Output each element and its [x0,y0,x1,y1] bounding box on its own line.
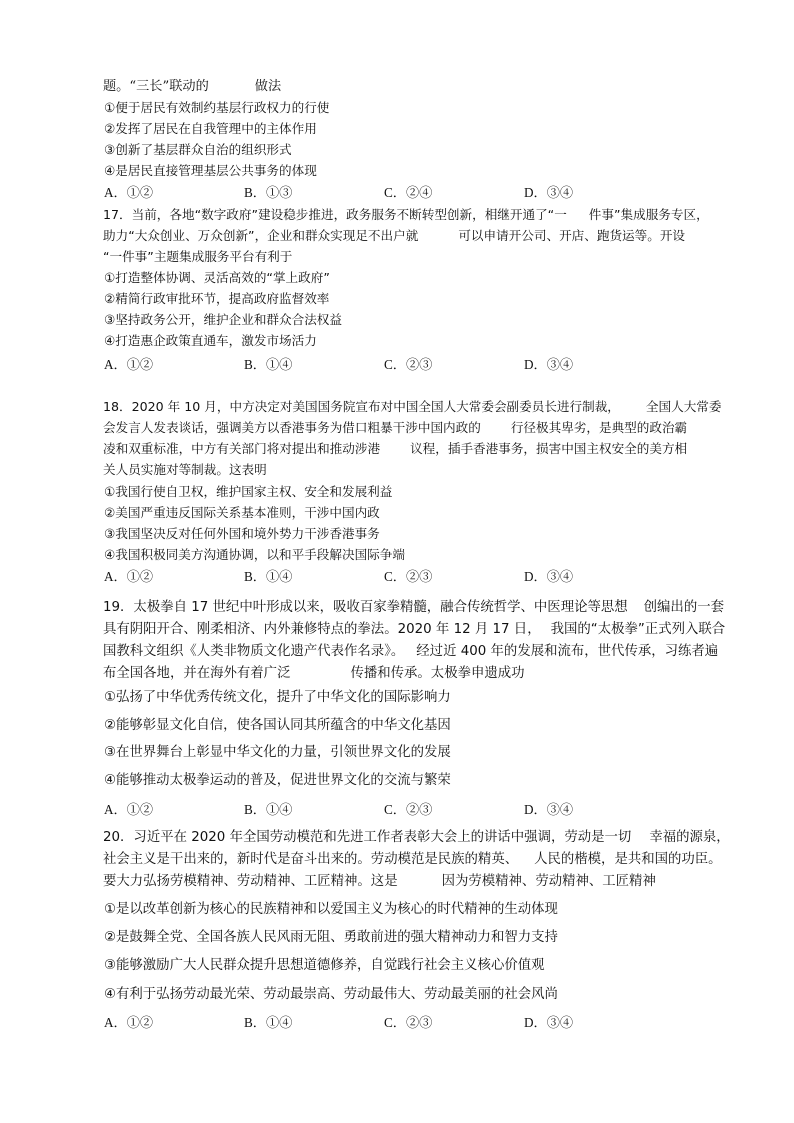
q16-option-2: ②发挥了居民在自我管理中的主体作用 [104,121,317,136]
q19-option-3: ③在世界舞台上彰显中华文化的力量，引领世界文化的发展 [104,745,451,760]
q17-stem-line-1: 17．当前，各地“数字政府”建设稳步推进，政务服务不断转型创新，相继开通了“一 件事”集成服务专区， [103,207,709,222]
q18-stem-line-2: 会发言人发表谈话，强调美方以香港事务为借口粗暴干涉中国内政的 行径极其卑劣，是典型的政治霸 [103,420,688,435]
q20-stem-line-1: 20．习近平在 2020 年全国劳动模范和先进工作者表彰大会上的讲话中强调，劳动是一切 幸福的源泉， [103,830,730,845]
q17-stem-line-3: “一件事”主题集成服务平台有利于 [103,249,293,264]
q18-choice-b: B．①④ [244,569,293,584]
q18-option-4: ④我国积极同美方沟通协调，以和平手段解决国际争端 [104,547,405,562]
q19-option-2: ②能够彰显文化自信，使各国认同其所蕴含的中华文化基因 [104,718,451,733]
q19-choice-c: C．②③ [384,802,433,817]
q20-option-4: ④有利于弘扬劳动最光荣、劳动最崇高、劳动最伟大、劳动最美丽的社会风尚 [104,987,558,1002]
q20-option-3: ③能够激励广大人民群众提升思想道德修养，自觉践行社会主义核心价值观 [104,958,545,973]
q17-option-2: ②精简行政审批环节，提高政府监督效率 [104,291,330,306]
q18-choice-a: A．①② [104,569,154,584]
q19-option-4: ④能够推动太极拳运动的普及，促进世界文化的交流与繁荣 [104,773,451,788]
q17-choice-c: C．②③ [384,357,433,372]
q20-choice-a: A．①② [104,1015,154,1030]
q16-choice-d: D．③④ [524,185,574,200]
q19-stem-line-4: 布全国各地，并在海外有着广泛 传播和传承。太极拳申遗成功 [103,666,525,681]
q18-choice-d: D．③④ [524,569,574,584]
q18-option-3: ③我国坚决反对任何外国和境外势力干涉香港事务 [104,526,380,541]
q20-choice-d: D．③④ [524,1015,574,1030]
q19-choice-d: D．③④ [524,802,574,817]
q16-option-3: ③创新了基层群众自治的组织形式 [104,142,292,157]
q19-choice-a: A．①② [104,802,154,817]
q19-stem-line-3: 国教科文组织《人类非物质文化遗产代表作名录》。 经过近 400 年的发展和流布，世代传承，习练者遍 [103,644,719,659]
q16-option-1: ①便于居民有效制约基层行政权力的行使 [104,100,330,115]
q16-choice-a: A．①② [104,185,154,200]
q16-stem-tail: 题。“三长”联动的 做法 [103,79,282,94]
q17-stem-line-2: 助力“大众创业、万众创新”，企业和群众实现足不出户就 可以申请开公司、开店、跑货运等。开设 [103,228,685,243]
q19-choice-b: B．①④ [244,802,293,817]
q18-stem-line-1: 18．2020 年 10 月，中方决定对美国国务院宣布对中国全国人大常委会副委员长进行制裁， 全国人大常委 [103,399,722,414]
q20-choice-b: B．①④ [244,1015,293,1030]
q20-option-2: ②是鼓舞全党、全国各族人民风雨无阻、勇敢前进的强大精神动力和智力支持 [104,930,558,945]
q18-choice-c: C．②③ [384,569,433,584]
q18-stem-line-3: 凌和双重标准，中方有关部门将对提出和推动涉港 议程，插手香港事务，损害中国主权安全的美方相 [103,441,688,456]
q19-stem-line-1: 19．太极拳自 17 世纪中叶形成以来，吸收百家拳精髓，融合传统哲学、中医理论等思想 创编出的一套 [103,600,724,615]
q20-option-1: ①是以改革创新为核心的民族精神和以爱国主义为核心的时代精神的生动体现 [104,902,558,917]
q20-choice-c: C．②③ [384,1015,433,1030]
q17-choice-a: A．①② [104,357,154,372]
q16-option-4: ④是居民直接管理基层公共事务的体现 [104,163,317,178]
q17-option-4: ④打造惠企政策直通车，激发市场活力 [104,333,317,348]
q18-option-1: ①我国行使自卫权，维护国家主权、安全和发展利益 [104,484,393,499]
q16-choice-c: C．②④ [384,185,433,200]
q17-choice-d: D．③④ [524,357,574,372]
q20-stem-line-2: 社会主义是干出来的，新时代是奋斗出来的。劳动模范是民族的精英、 人民的楷模，是共和国的功臣。 [103,852,722,867]
q17-option-3: ③坚持政务公开，维护企业和群众合法权益 [104,312,342,327]
q16-choice-b: B．①③ [244,185,293,200]
q19-option-1: ①弘扬了中华优秀传统文化，提升了中华文化的国际影响力 [104,690,451,705]
q17-option-1: ①打造整体协调、灵活高效的“掌上政府” [104,270,330,285]
q20-stem-line-3: 要大力弘扬劳模精神、劳动精神、工匠精神。这是 因为劳模精神、劳动精神、工匠精神 [103,874,656,889]
q18-stem-line-4: 关人员实施对等制裁。这表明 [103,462,267,477]
q19-stem-line-2: 具有阴阳开合、刚柔相济、内外兼修特点的拳法。2020 年 12 月 17 日， 我国的“太极拳”正式列入联合 [103,622,726,637]
q17-choice-b: B．①④ [244,357,293,372]
q18-option-2: ②美国严重违反国际关系基本准则，干涉中国内政 [104,505,380,520]
